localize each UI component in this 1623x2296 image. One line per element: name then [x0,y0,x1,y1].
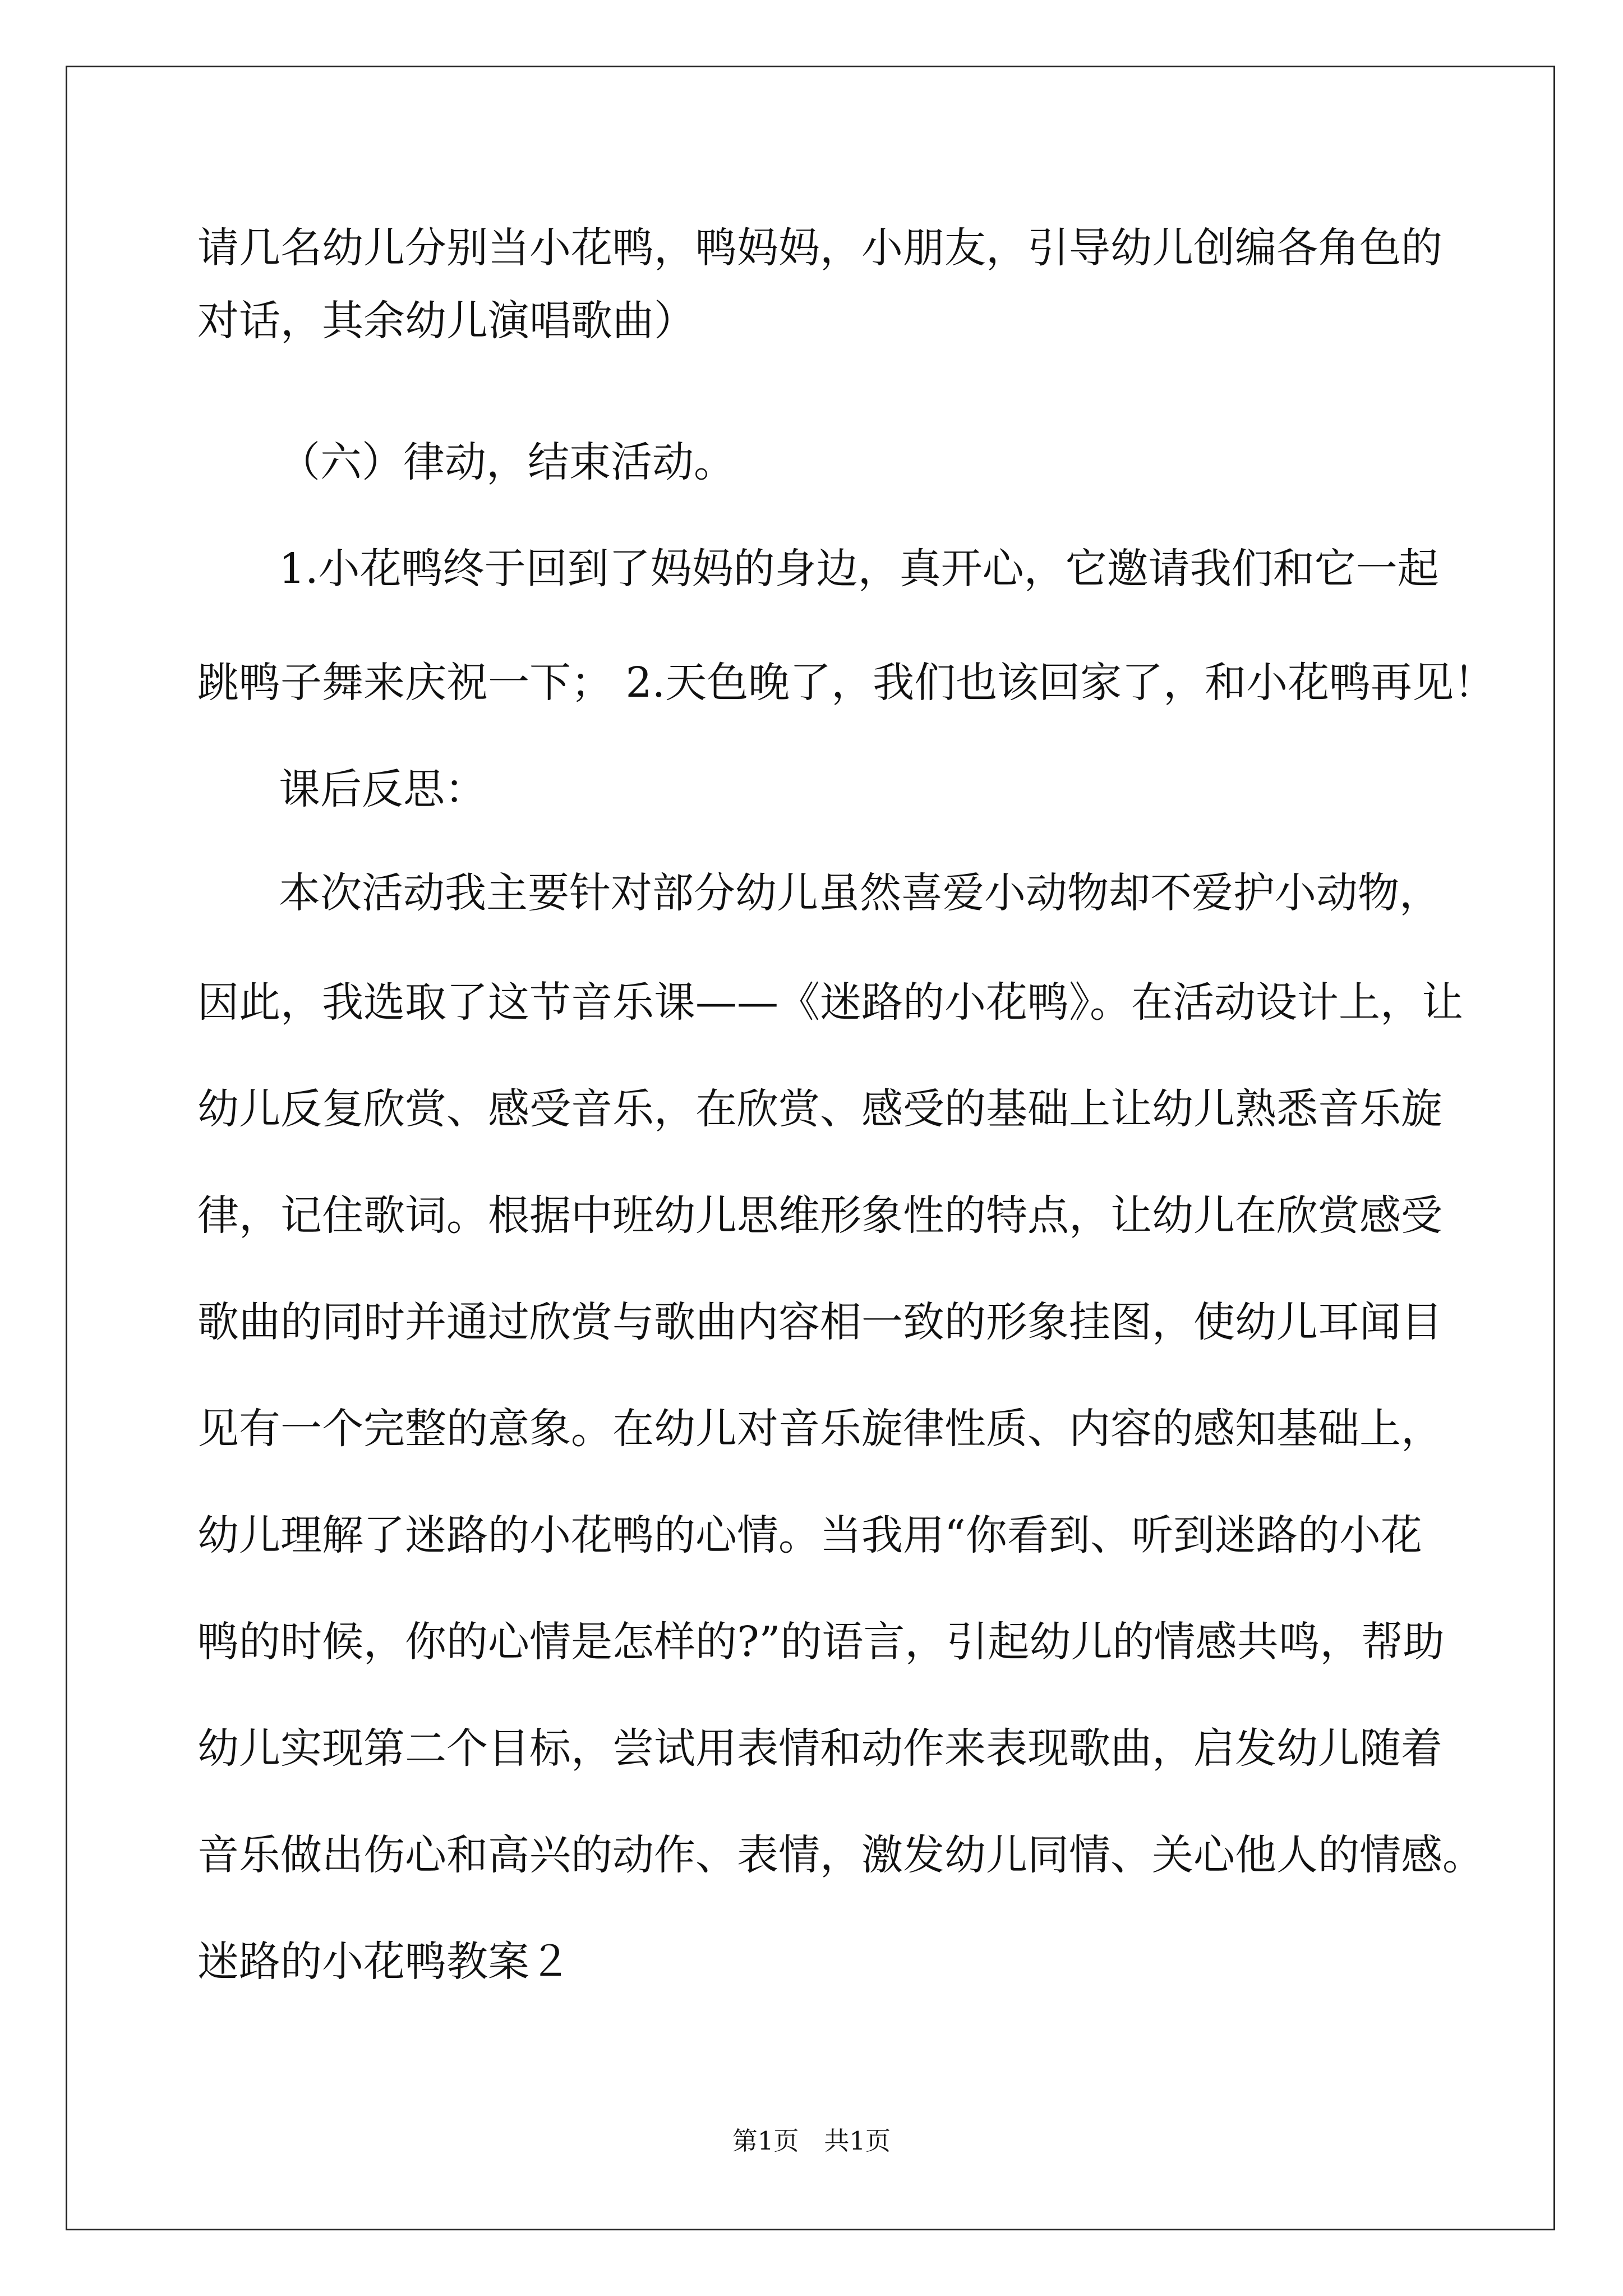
text-line: （六）律动，结束活动。 [279,438,735,486]
text-line: 因此，我选取了这节音乐课——《迷路的小花鸭》。在活动设计上，让 [197,978,1463,1027]
text-line: 歌曲的同时并通过欣赏与歌曲内容相一致的形象挂图，使幼儿耳闻目 [197,1298,1442,1346]
text-line: 幼儿反复欣赏、感受音乐，在欣赏、感受的基础上让幼儿熟悉音乐旋 [197,1085,1442,1133]
text-line: 跳鸭子舞来庆祝一下； 2.天色晚了，我们也该回家了，和小花鸭再见！ [197,659,1496,707]
text-line: 幼儿实现第二个目标，尝试用表情和动作来表现歌曲，启发幼儿随着 [197,1724,1442,1773]
text-line: 本次活动我主要针对部分幼儿虽然喜爱小动物却不爱护小动物， [279,869,1441,917]
text-line: 对话，其余幼儿演唱歌曲） [197,297,695,345]
section-heading: 迷路的小花鸭教案２ [197,1938,571,1986]
text-line: 1.小花鸭终于回到了妈妈的身边，真开心，它邀请我们和它一起 [279,545,1439,593]
text-line: 鸭的时候，你的心情是怎样的?”的语言，引起幼儿的情感共鸣，帮助 [197,1618,1445,1666]
text-line: 请几名幼儿分别当小花鸭，鸭妈妈，小朋友，引导幼儿创编各角色的 [197,224,1442,272]
text-line: 律，记住歌词。根据中班幼儿思维形象性的特点，让幼儿在欣赏感受 [197,1191,1442,1240]
text-line: 幼儿理解了迷路的小花鸭的心情。当我用“你看到、听到迷路的小花 [197,1511,1422,1559]
text-line: 音乐做出伤心和高兴的动作、表情，激发幼儿同情、关心他人的情感。 [197,1831,1484,1879]
text-line: 课后反思： [279,765,486,813]
page-border [66,66,1555,2230]
text-line: 见有一个完整的意象。在幼儿对音乐旋律性质、内容的感知基础上， [197,1405,1442,1453]
page-number-footer: 第1页 共1页 [732,2126,891,2156]
